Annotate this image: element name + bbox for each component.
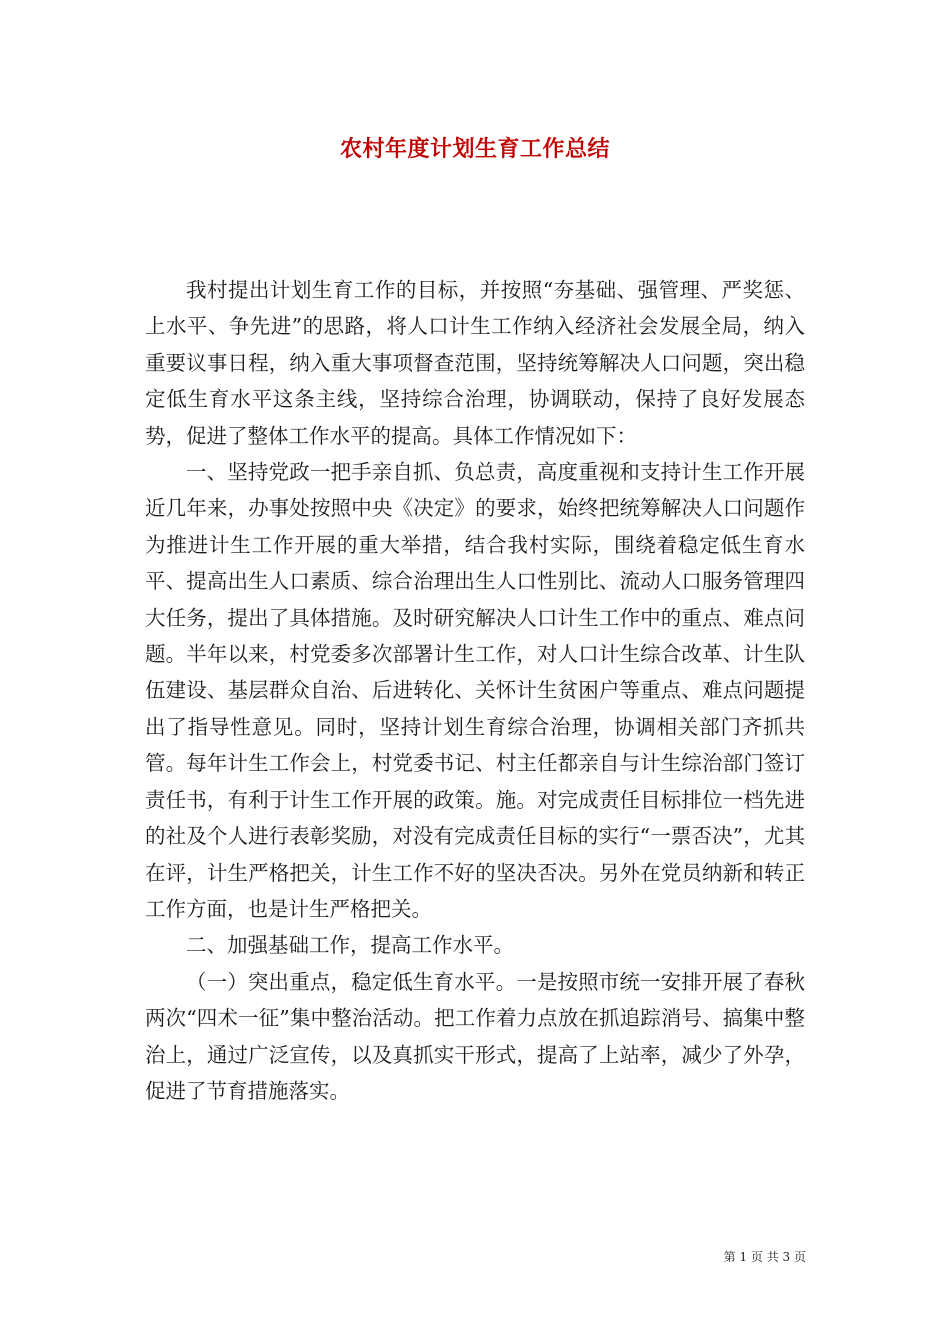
paragraph-section-1: 一、坚持党政一把手亲自抓、负总责，高度重视和支持计生工作开展近几年来，办事处按照中央《决定》的要求，始终把统筹解决人口问题作为推进计生工作开展的重大举措，结合我村实际，围绕着稳定低生育水平、提高出生人口素质、综合治理出生人口性别比、流动人口服务管理四大任务，提出了具体措施。及时研究解决人口计生工作中的重点、难点问题。半年以来，村党委多次部署计生工作，对人口计生综合改革、计生队伍建设、基层群众自治、后进转化、关怀计生贫困户等重点、难点问题提出了指导性意见。同时，坚持计划生育综合治理，协调相关部门齐抓共管。每年计生工作会上，村党委书记、村主任都亲自与计生综治部门签订责任书，有利于计生工作开展的政策。施。对完成责任目标排位一档先进的社及个人进行表彰奖励，对没有完成责任目标的实行“一票否决”，尤其在评，计生严格把关，计生工作不好的坚决否决。另外在党员纳新和转正工作方面，也是计生严格把关。	[145, 460, 805, 921]
document-body	[145, 272, 805, 1109]
paragraph-subsection-1: （一）突出重点，稳定低生育水平。一是按照市统一安排开展了春秋两次“四术一征”集中整治活动。把工作着力点放在抓追踪消号、搞集中整治上，通过广泛宣传，以及真抓实干形式，提高了上站率，减少了外孕，促进了节育措施落实。	[145, 969, 805, 1103]
page-number: 第 1 页 共 3 页	[723, 1250, 806, 1264]
paragraph-section-2-heading: 二、加强基础工作，提高工作水平。	[186, 933, 514, 958]
paragraph-intro: 我村提出计划生育工作的目标，并按照“夯基础、强管理、严奖惩、上水平、争先进”的思路，将人口计生工作纳入经济社会发展全局，纳入重要议事日程，纳入重大事项督查范围，坚持统筹解决人口问题，突出稳定低生育水平这条主线，坚持综合治理，协调联动，保持了良好发展态势，促进了整体工作水平的提高。具体工作情况如下：	[145, 278, 805, 448]
document-title: 农村年度计划生育工作总结	[339, 136, 610, 162]
